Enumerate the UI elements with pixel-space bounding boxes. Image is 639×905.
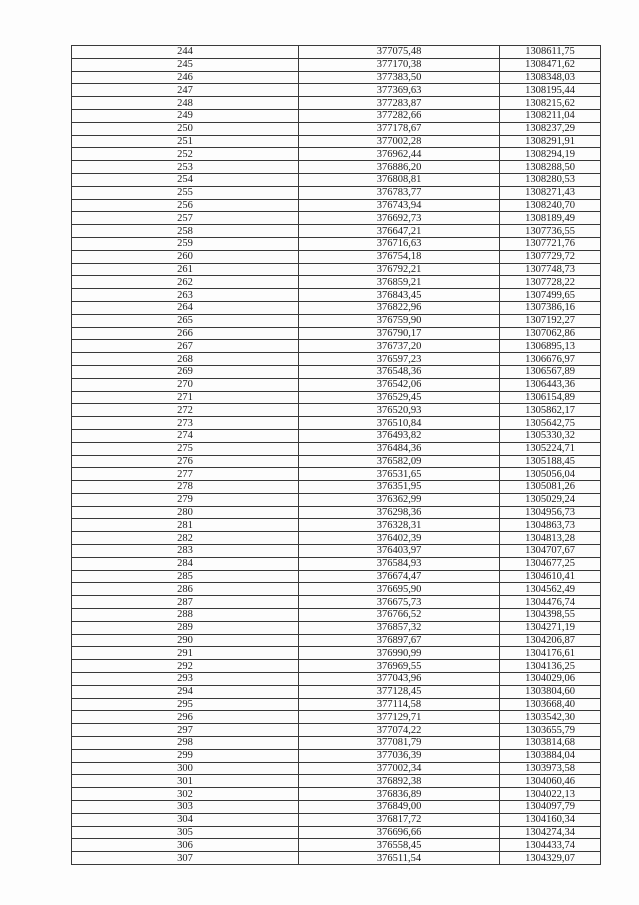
point-number-cell: 256 bbox=[72, 199, 299, 212]
table-row bbox=[72, 109, 601, 122]
x-coordinate-cell: 376766,52 bbox=[299, 609, 500, 622]
point-number-cell: 267 bbox=[72, 340, 299, 353]
point-number-cell: 286 bbox=[72, 583, 299, 596]
point-number-cell: 257 bbox=[72, 212, 299, 225]
point-number-cell: 299 bbox=[72, 749, 299, 762]
x-coordinate-cell: 377178,67 bbox=[299, 122, 500, 135]
point-number-cell: 281 bbox=[72, 519, 299, 532]
y-coordinate-cell: 1307499,65 bbox=[500, 289, 601, 302]
table-row bbox=[72, 71, 601, 84]
x-coordinate-cell: 376886,20 bbox=[299, 161, 500, 174]
y-coordinate-cell: 1308237,29 bbox=[500, 122, 601, 135]
table-row bbox=[72, 583, 601, 596]
table-row bbox=[72, 570, 601, 583]
point-number-cell: 305 bbox=[72, 826, 299, 839]
y-coordinate-cell: 1304398,55 bbox=[500, 609, 601, 622]
table-row bbox=[72, 199, 601, 212]
y-coordinate-cell: 1305330,32 bbox=[500, 429, 601, 442]
point-number-cell: 276 bbox=[72, 455, 299, 468]
y-coordinate-cell: 1304476,74 bbox=[500, 596, 601, 609]
table-row bbox=[72, 301, 601, 314]
y-coordinate-cell: 1304271,19 bbox=[500, 621, 601, 634]
table-row bbox=[72, 173, 601, 186]
table-row bbox=[72, 609, 601, 622]
table-row bbox=[72, 788, 601, 801]
x-coordinate-cell: 376597,23 bbox=[299, 353, 500, 366]
point-number-cell: 254 bbox=[72, 173, 299, 186]
y-coordinate-cell: 1303668,40 bbox=[500, 698, 601, 711]
y-coordinate-cell: 1304610,41 bbox=[500, 570, 601, 583]
x-coordinate-cell: 377074,22 bbox=[299, 724, 500, 737]
y-coordinate-cell: 1305056,04 bbox=[500, 468, 601, 481]
point-number-cell: 282 bbox=[72, 532, 299, 545]
y-coordinate-cell: 1304562,49 bbox=[500, 583, 601, 596]
table-row bbox=[72, 289, 601, 302]
y-coordinate-cell: 1304707,67 bbox=[500, 545, 601, 558]
table-row bbox=[72, 660, 601, 673]
y-coordinate-cell: 1307736,55 bbox=[500, 225, 601, 238]
x-coordinate-cell: 376754,18 bbox=[299, 250, 500, 263]
table-row bbox=[72, 545, 601, 558]
y-coordinate-cell: 1308288,50 bbox=[500, 161, 601, 174]
table-row bbox=[72, 737, 601, 750]
x-coordinate-cell: 377081,79 bbox=[299, 737, 500, 750]
point-number-cell: 291 bbox=[72, 647, 299, 660]
table-row bbox=[72, 250, 601, 263]
table-row bbox=[72, 826, 601, 839]
y-coordinate-cell: 1307728,22 bbox=[500, 276, 601, 289]
point-number-cell: 246 bbox=[72, 71, 299, 84]
x-coordinate-cell: 376484,36 bbox=[299, 442, 500, 455]
table-row bbox=[72, 365, 601, 378]
y-coordinate-cell: 1304097,79 bbox=[500, 801, 601, 814]
point-number-cell: 304 bbox=[72, 813, 299, 826]
point-number-cell: 252 bbox=[72, 148, 299, 161]
y-coordinate-cell: 1304176,61 bbox=[500, 647, 601, 660]
x-coordinate-cell: 376531,65 bbox=[299, 468, 500, 481]
x-coordinate-cell: 376759,90 bbox=[299, 314, 500, 327]
point-number-cell: 260 bbox=[72, 250, 299, 263]
point-number-cell: 268 bbox=[72, 353, 299, 366]
point-number-cell: 261 bbox=[72, 263, 299, 276]
table-row bbox=[72, 749, 601, 762]
point-number-cell: 307 bbox=[72, 852, 299, 865]
x-coordinate-cell: 376962,44 bbox=[299, 148, 500, 161]
y-coordinate-cell: 1308271,43 bbox=[500, 186, 601, 199]
table-row bbox=[72, 468, 601, 481]
point-number-cell: 298 bbox=[72, 737, 299, 750]
point-number-cell: 275 bbox=[72, 442, 299, 455]
y-coordinate-cell: 1308280,53 bbox=[500, 173, 601, 186]
point-number-cell: 278 bbox=[72, 481, 299, 494]
point-number-cell: 274 bbox=[72, 429, 299, 442]
point-number-cell: 301 bbox=[72, 775, 299, 788]
table-row bbox=[72, 724, 601, 737]
coordinates-table bbox=[71, 45, 601, 865]
x-coordinate-cell: 376692,73 bbox=[299, 212, 500, 225]
point-number-cell: 293 bbox=[72, 673, 299, 686]
table-row bbox=[72, 429, 601, 442]
y-coordinate-cell: 1308348,03 bbox=[500, 71, 601, 84]
x-coordinate-cell: 376696,66 bbox=[299, 826, 500, 839]
y-coordinate-cell: 1304136,25 bbox=[500, 660, 601, 673]
x-coordinate-cell: 376857,32 bbox=[299, 621, 500, 634]
table-row bbox=[72, 212, 601, 225]
table-row bbox=[72, 634, 601, 647]
y-coordinate-cell: 1308294,19 bbox=[500, 148, 601, 161]
y-coordinate-cell: 1306443,36 bbox=[500, 378, 601, 391]
y-coordinate-cell: 1304160,34 bbox=[500, 813, 601, 826]
table-row bbox=[72, 263, 601, 276]
x-coordinate-cell: 377383,50 bbox=[299, 71, 500, 84]
point-number-cell: 277 bbox=[72, 468, 299, 481]
y-coordinate-cell: 1304677,25 bbox=[500, 557, 601, 570]
point-number-cell: 283 bbox=[72, 545, 299, 558]
y-coordinate-cell: 1306676,97 bbox=[500, 353, 601, 366]
x-coordinate-cell: 376783,77 bbox=[299, 186, 500, 199]
table-row bbox=[72, 532, 601, 545]
x-coordinate-cell: 376737,20 bbox=[299, 340, 500, 353]
table-row bbox=[72, 417, 601, 430]
x-coordinate-cell: 376298,36 bbox=[299, 506, 500, 519]
point-number-cell: 292 bbox=[72, 660, 299, 673]
point-number-cell: 288 bbox=[72, 609, 299, 622]
x-coordinate-cell: 376843,45 bbox=[299, 289, 500, 302]
y-coordinate-cell: 1305642,75 bbox=[500, 417, 601, 430]
point-number-cell: 271 bbox=[72, 391, 299, 404]
x-coordinate-cell: 376849,00 bbox=[299, 801, 500, 814]
x-coordinate-cell: 376582,09 bbox=[299, 455, 500, 468]
table-row bbox=[72, 186, 601, 199]
x-coordinate-cell: 376675,73 bbox=[299, 596, 500, 609]
x-coordinate-cell: 376647,21 bbox=[299, 225, 500, 238]
y-coordinate-cell: 1305862,17 bbox=[500, 404, 601, 417]
point-number-cell: 255 bbox=[72, 186, 299, 199]
point-number-cell: 253 bbox=[72, 161, 299, 174]
x-coordinate-cell: 376402,39 bbox=[299, 532, 500, 545]
point-number-cell: 258 bbox=[72, 225, 299, 238]
point-number-cell: 247 bbox=[72, 84, 299, 97]
y-coordinate-cell: 1307721,76 bbox=[500, 237, 601, 250]
point-number-cell: 285 bbox=[72, 570, 299, 583]
y-coordinate-cell: 1308471,62 bbox=[500, 58, 601, 71]
x-coordinate-cell: 376529,45 bbox=[299, 391, 500, 404]
x-coordinate-cell: 377075,48 bbox=[299, 46, 500, 59]
table-row bbox=[72, 97, 601, 110]
table-row bbox=[72, 762, 601, 775]
y-coordinate-cell: 1308291,91 bbox=[500, 135, 601, 148]
x-coordinate-cell: 376695,90 bbox=[299, 583, 500, 596]
point-number-cell: 303 bbox=[72, 801, 299, 814]
table-row bbox=[72, 442, 601, 455]
x-coordinate-cell: 376790,17 bbox=[299, 327, 500, 340]
y-coordinate-cell: 1303884,04 bbox=[500, 749, 601, 762]
x-coordinate-cell: 376511,54 bbox=[299, 852, 500, 865]
table-row bbox=[72, 276, 601, 289]
y-coordinate-cell: 1307386,16 bbox=[500, 301, 601, 314]
table-row bbox=[72, 673, 601, 686]
x-coordinate-cell: 376808,81 bbox=[299, 173, 500, 186]
table-row bbox=[72, 519, 601, 532]
point-number-cell: 266 bbox=[72, 327, 299, 340]
table-row bbox=[72, 314, 601, 327]
x-coordinate-cell: 376493,82 bbox=[299, 429, 500, 442]
point-number-cell: 300 bbox=[72, 762, 299, 775]
table-row bbox=[72, 378, 601, 391]
table-row bbox=[72, 685, 601, 698]
point-number-cell: 269 bbox=[72, 365, 299, 378]
table-row bbox=[72, 225, 601, 238]
table-row bbox=[72, 493, 601, 506]
x-coordinate-cell: 376836,89 bbox=[299, 788, 500, 801]
x-coordinate-cell: 376510,84 bbox=[299, 417, 500, 430]
table-row bbox=[72, 84, 601, 97]
x-coordinate-cell: 377114,58 bbox=[299, 698, 500, 711]
table-row bbox=[72, 813, 601, 826]
table-row bbox=[72, 237, 601, 250]
point-number-cell: 273 bbox=[72, 417, 299, 430]
y-coordinate-cell: 1307729,72 bbox=[500, 250, 601, 263]
y-coordinate-cell: 1304022,13 bbox=[500, 788, 601, 801]
x-coordinate-cell: 377369,63 bbox=[299, 84, 500, 97]
x-coordinate-cell: 377283,87 bbox=[299, 97, 500, 110]
x-coordinate-cell: 376792,21 bbox=[299, 263, 500, 276]
table-row bbox=[72, 481, 601, 494]
point-number-cell: 280 bbox=[72, 506, 299, 519]
point-number-cell: 290 bbox=[72, 634, 299, 647]
x-coordinate-cell: 376548,36 bbox=[299, 365, 500, 378]
table-row bbox=[72, 161, 601, 174]
x-coordinate-cell: 377129,71 bbox=[299, 711, 500, 724]
table-row bbox=[72, 852, 601, 865]
y-coordinate-cell: 1307748,73 bbox=[500, 263, 601, 276]
y-coordinate-cell: 1304206,87 bbox=[500, 634, 601, 647]
point-number-cell: 294 bbox=[72, 685, 299, 698]
point-number-cell: 295 bbox=[72, 698, 299, 711]
point-number-cell: 249 bbox=[72, 109, 299, 122]
table-row bbox=[72, 621, 601, 634]
point-number-cell: 262 bbox=[72, 276, 299, 289]
x-coordinate-cell: 377282,66 bbox=[299, 109, 500, 122]
x-coordinate-cell: 376969,55 bbox=[299, 660, 500, 673]
x-coordinate-cell: 377002,28 bbox=[299, 135, 500, 148]
x-coordinate-cell: 376542,06 bbox=[299, 378, 500, 391]
point-number-cell: 272 bbox=[72, 404, 299, 417]
y-coordinate-cell: 1303655,79 bbox=[500, 724, 601, 737]
x-coordinate-cell: 377170,38 bbox=[299, 58, 500, 71]
x-coordinate-cell: 376990,99 bbox=[299, 647, 500, 660]
y-coordinate-cell: 1307062,86 bbox=[500, 327, 601, 340]
y-coordinate-cell: 1304863,73 bbox=[500, 519, 601, 532]
point-number-cell: 289 bbox=[72, 621, 299, 634]
table-row bbox=[72, 46, 601, 59]
y-coordinate-cell: 1308611,75 bbox=[500, 46, 601, 59]
x-coordinate-cell: 376817,72 bbox=[299, 813, 500, 826]
y-coordinate-cell: 1303804,60 bbox=[500, 685, 601, 698]
y-coordinate-cell: 1303973,58 bbox=[500, 762, 601, 775]
x-coordinate-cell: 377043,96 bbox=[299, 673, 500, 686]
y-coordinate-cell: 1308189,49 bbox=[500, 212, 601, 225]
table-row bbox=[72, 455, 601, 468]
y-coordinate-cell: 1306567,89 bbox=[500, 365, 601, 378]
y-coordinate-cell: 1305081,26 bbox=[500, 481, 601, 494]
table-row bbox=[72, 391, 601, 404]
point-number-cell: 259 bbox=[72, 237, 299, 250]
x-coordinate-cell: 376351,95 bbox=[299, 481, 500, 494]
table-row bbox=[72, 135, 601, 148]
y-coordinate-cell: 1306895,13 bbox=[500, 340, 601, 353]
y-coordinate-cell: 1308215,62 bbox=[500, 97, 601, 110]
x-coordinate-cell: 376897,67 bbox=[299, 634, 500, 647]
table-row bbox=[72, 775, 601, 788]
table-row bbox=[72, 58, 601, 71]
y-coordinate-cell: 1304060,46 bbox=[500, 775, 601, 788]
point-number-cell: 251 bbox=[72, 135, 299, 148]
table-row bbox=[72, 698, 601, 711]
table-row bbox=[72, 711, 601, 724]
point-number-cell: 270 bbox=[72, 378, 299, 391]
x-coordinate-cell: 377036,39 bbox=[299, 749, 500, 762]
table-row bbox=[72, 404, 601, 417]
x-coordinate-cell: 376892,38 bbox=[299, 775, 500, 788]
point-number-cell: 296 bbox=[72, 711, 299, 724]
point-number-cell: 250 bbox=[72, 122, 299, 135]
y-coordinate-cell: 1305029,24 bbox=[500, 493, 601, 506]
table-row bbox=[72, 557, 601, 570]
point-number-cell: 263 bbox=[72, 289, 299, 302]
x-coordinate-cell: 377128,45 bbox=[299, 685, 500, 698]
table-row bbox=[72, 340, 601, 353]
table-row bbox=[72, 839, 601, 852]
point-number-cell: 245 bbox=[72, 58, 299, 71]
y-coordinate-cell: 1307192,27 bbox=[500, 314, 601, 327]
y-coordinate-cell: 1304433,74 bbox=[500, 839, 601, 852]
y-coordinate-cell: 1304956,73 bbox=[500, 506, 601, 519]
x-coordinate-cell: 376558,45 bbox=[299, 839, 500, 852]
x-coordinate-cell: 376716,63 bbox=[299, 237, 500, 250]
y-coordinate-cell: 1305224,71 bbox=[500, 442, 601, 455]
y-coordinate-cell: 1304329,07 bbox=[500, 852, 601, 865]
table-row bbox=[72, 506, 601, 519]
x-coordinate-cell: 376584,93 bbox=[299, 557, 500, 570]
x-coordinate-cell: 376822,96 bbox=[299, 301, 500, 314]
x-coordinate-cell: 376859,21 bbox=[299, 276, 500, 289]
point-number-cell: 306 bbox=[72, 839, 299, 852]
x-coordinate-cell: 377002,34 bbox=[299, 762, 500, 775]
table-row bbox=[72, 647, 601, 660]
x-coordinate-cell: 376403,97 bbox=[299, 545, 500, 558]
table-row bbox=[72, 327, 601, 340]
x-coordinate-cell: 376520,93 bbox=[299, 404, 500, 417]
point-number-cell: 264 bbox=[72, 301, 299, 314]
y-coordinate-cell: 1304813,28 bbox=[500, 532, 601, 545]
x-coordinate-cell: 376674,47 bbox=[299, 570, 500, 583]
point-number-cell: 287 bbox=[72, 596, 299, 609]
point-number-cell: 279 bbox=[72, 493, 299, 506]
point-number-cell: 297 bbox=[72, 724, 299, 737]
y-coordinate-cell: 1303814,68 bbox=[500, 737, 601, 750]
point-number-cell: 302 bbox=[72, 788, 299, 801]
point-number-cell: 248 bbox=[72, 97, 299, 110]
y-coordinate-cell: 1308240,70 bbox=[500, 199, 601, 212]
point-number-cell: 244 bbox=[72, 46, 299, 59]
y-coordinate-cell: 1304274,34 bbox=[500, 826, 601, 839]
y-coordinate-cell: 1305188,45 bbox=[500, 455, 601, 468]
y-coordinate-cell: 1304029,06 bbox=[500, 673, 601, 686]
table-row bbox=[72, 353, 601, 366]
x-coordinate-cell: 376328,31 bbox=[299, 519, 500, 532]
table-row bbox=[72, 596, 601, 609]
y-coordinate-cell: 1308195,44 bbox=[500, 84, 601, 97]
table-row bbox=[72, 801, 601, 814]
y-coordinate-cell: 1303542,30 bbox=[500, 711, 601, 724]
coordinates-table-body bbox=[72, 46, 601, 865]
table-row bbox=[72, 122, 601, 135]
y-coordinate-cell: 1308211,04 bbox=[500, 109, 601, 122]
x-coordinate-cell: 376743,94 bbox=[299, 199, 500, 212]
y-coordinate-cell: 1306154,89 bbox=[500, 391, 601, 404]
point-number-cell: 265 bbox=[72, 314, 299, 327]
point-number-cell: 284 bbox=[72, 557, 299, 570]
x-coordinate-cell: 376362,99 bbox=[299, 493, 500, 506]
table-row bbox=[72, 148, 601, 161]
